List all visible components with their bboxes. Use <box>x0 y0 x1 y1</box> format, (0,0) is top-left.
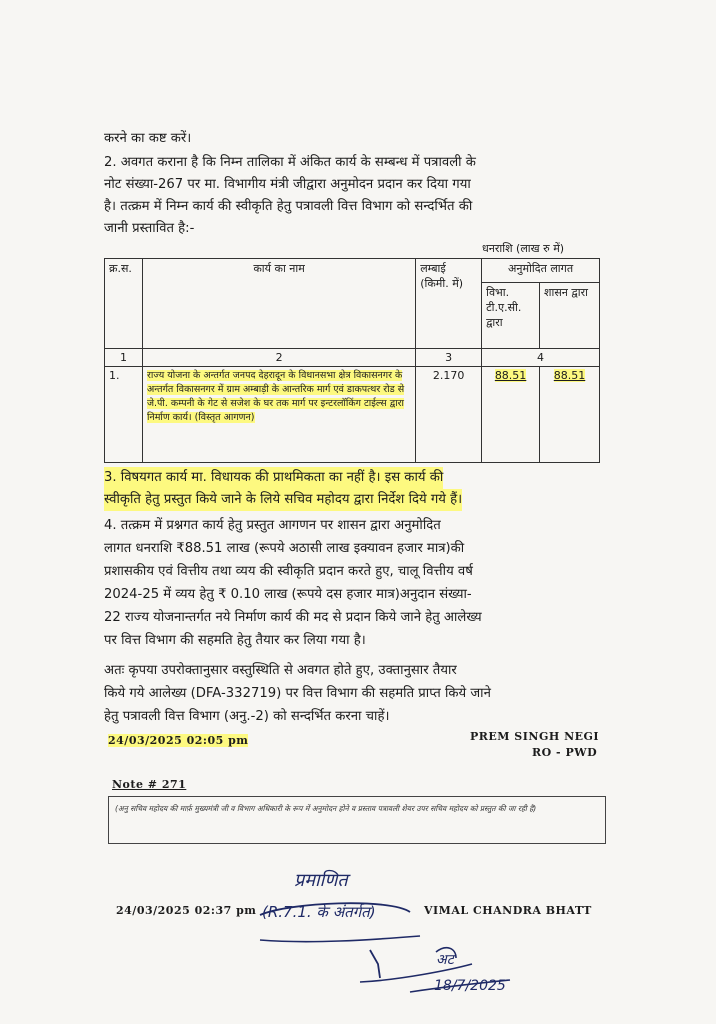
signer-name-1: PREM SINGH NEGI <box>470 730 600 743</box>
signer-designation-1: RO - PWD <box>532 746 598 759</box>
row-cost-dept: 88.51 <box>494 369 527 382</box>
text-line: करने का कष्ट करें। <box>104 131 192 146</box>
header-cost-dept: विभा. टी.ए.सी. द्वारा <box>482 283 540 349</box>
text-line: जानी प्रस्तावित है:- <box>104 221 195 236</box>
row-length: 2.170 <box>416 367 482 463</box>
header-length: लम्बाई (किमी. में) <box>416 259 482 349</box>
header-approved-cost: अनुमोदित लागत <box>482 259 600 283</box>
handwritten-certified: प्रमाणित <box>294 870 348 891</box>
note-label: Note # 271 <box>112 778 187 791</box>
signature-strokes <box>250 860 550 1010</box>
col-number: 1 <box>105 349 143 367</box>
handwritten-date: 18/7/2025 <box>434 978 506 994</box>
signer-name-2: VIMAL CHANDRA BHATT <box>424 904 592 917</box>
para5-line: अतः कृपया उपरोक्तानुसार वस्तुस्थिति से अवगत होते हुए, उक्तानुसार तैयार <box>104 663 457 678</box>
para4-line: पर वित्त विभाग की सहमति हेतु तैयार कर लिया गया है। <box>104 633 366 648</box>
text-line: है। तत्क्रम में निम्न कार्य की स्वीकृति हेतु पत्रावली वित्त विभाग को सन्दर्भित की <box>104 199 473 214</box>
handwritten-rule-ref: (R.7.1. के अंतर्गत) <box>262 903 376 921</box>
para4-line: 22 राज्य योजनान्तर्गत नये निर्माण कार्य की मद से प्रदान किये जाने हेतु आलेख्य <box>104 610 482 625</box>
para3-line: 3. विषयगत कार्य मा. विधायक की प्राथमिकता का नहीं है। इस कार्य की <box>104 467 443 489</box>
work-name-cell: राज्य योजना के अन्तर्गत जनपद देहरादून के विधानसभा क्षेत्र विकासनगर के अन्तर्गत विकासनगर में ग्राम अम्बाड़ी के आन्तरिक मार्ग एवं डाकपत्थर रोड से जे.पी. कम्पनी के गेट से सजेश के घर तक मार्ग पर इन्टरलॉकिंग टाईल्स द्वारा निर्माण कार्य। (विस्तृत आगणन) <box>146 370 405 423</box>
para5-line: किये गये आलेख्य (DFA-332719) पर वित्त विभाग की सहमति प्राप्त किये जाने <box>104 686 491 701</box>
header-sn: क्र.स. <box>105 259 143 349</box>
sign-timestamp-2: 24/03/2025 02:37 pm <box>116 904 257 917</box>
row-sn: 1. <box>105 367 143 463</box>
para4-line: 2024-25 में व्यय हेतु ₹ 0.10 लाख (रूपये दस हजार मात्र)अनुदान संख्या- <box>104 587 472 602</box>
sign-timestamp-1: 24/03/2025 02:05 pm <box>108 734 249 747</box>
col-number: 2 <box>142 349 415 367</box>
text-line: 2. अवगत कराना है कि निम्न तालिका में अंकित कार्य के सम्बन्ध में पत्रावली के <box>104 155 476 170</box>
header-cost-gov: शासन द्वारा <box>540 283 600 349</box>
col-number: 4 <box>482 349 600 367</box>
text-line: नोट संख्या-267 पर मा. विभागीय मंत्री जीद्वारा अनुमोदन प्रदान कर दिया गया <box>104 177 471 192</box>
handwritten-initials: अट <box>436 952 454 968</box>
works-table <box>104 258 600 463</box>
note-text: (अनु सचिव महोदय की मार्फ़ मुख्यमंत्री जी व विभाग अधिकारी के रूप में अनुमोदन होने व प्रस्ताव पत्रावली शेयर उपर सचिव महोदय को प्रस्तुत की जा रही है) <box>115 804 537 813</box>
para4-line: लागत धनराशि ₹88.51 लाख (रूपये अठासी लाख इक्यावन हजार मात्र)की <box>104 541 465 556</box>
para3-line: स्वीकृति हेतु प्रस्तुत किये जाने के लिये सचिव महोदय द्वारा निर्देश दिये गये हैं। <box>104 489 462 511</box>
row-cost-gov: 88.51 <box>553 369 586 382</box>
para4-line: प्रशासकीय एवं वित्तीय तथा व्यय की स्वीकृति प्रदान करते हुए, चालू वित्तीय वर्ष <box>104 564 473 579</box>
note-box <box>108 796 606 844</box>
para4-line: 4. तत्क्रम में प्रश्नगत कार्य हेतु प्रस्तुत आगणन पर शासन द्वारा अनुमोदित <box>104 518 441 533</box>
para5-line: हेतु पत्रावली वित्त विभाग (अनु.-2) को सन्दर्भित करना चाहें। <box>104 709 390 724</box>
amount-unit: धनराशि (लाख रु में) <box>482 242 565 255</box>
header-work-name: कार्य का नाम <box>142 259 415 349</box>
col-number: 3 <box>416 349 482 367</box>
